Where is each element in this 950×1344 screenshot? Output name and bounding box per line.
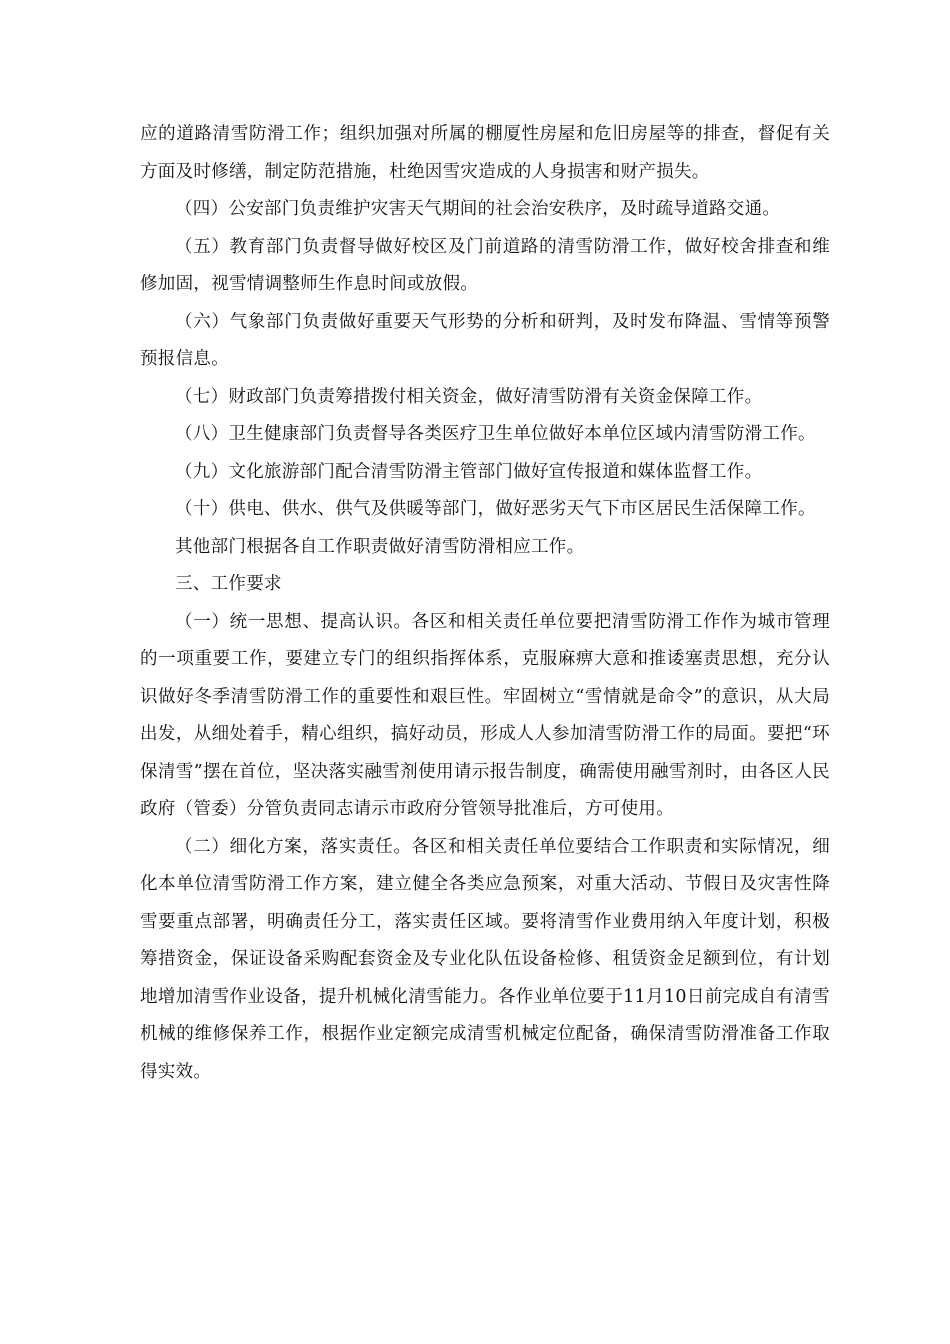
paragraph: 其他部门根据各自工作职责做好清雪防滑相应工作。: [175, 536, 585, 557]
paragraph: （一）统一思想、提高认识。各区和相关责任单位要把清雪防滑工作作为城市管理的一项重要工作，要建立专门的组织指挥体系，克服麻痹大意和推诿塞责思想，充分认识做好冬季清雪防滑工作的重要性和艰巨性。牢固树立“雪情就是命令”的意识，从大局出发，从细处着手，精心组织，搞好动员，形成人人参加清雪防滑工作的局面。要把“环保清雪”摆在首位，坚决落实融雪剂使用请示报告制度，确需使用融雪剂时，由各区人民政府（管委）分管负责同志请示市政府分管领导批准后，方可使用。: [140, 611, 830, 819]
paragraph: （七）财政部门负责筹措拨付相关资金，做好清雪防滑有关资金保障工作。: [175, 386, 763, 407]
paragraph: （四）公安部门负责维护灾害天气期间的社会治安秩序，及时疏导道路交通。: [175, 199, 781, 219]
paragraph: （八）卫生健康部门负责督导各类医疗卫生单位做好本单位区域内清雪防滑工作。: [175, 424, 816, 444]
section-heading: 三、工作要求: [175, 574, 282, 594]
paragraph: （六）气象部门负责做好重要天气形势的分析和研判，及时发布降温、雪情等预警预报信息。: [140, 311, 830, 369]
paragraph: 应的道路清雪防滑工作；组织加强对所属的棚厦性房屋和危旧房屋等的排查，督促有关方面及时修缮，制定防范措施，杜绝因雪灾造成的人身损害和财产损失。: [140, 124, 830, 182]
document-body: [140, 116, 830, 1091]
paragraph: （二）细化方案，落实责任。各区和相关责任单位要结合工作职责和实际情况，细化本单位清雪防滑工作方案，建立健全各类应急预案，对重大活动、节假日及灾害性降雪要重点部署，明确责任分工，落实责任区域。要将清雪作业费用纳入年度计划，积极筹措资金，保证设备采购配套资金及专业化队伍设备检修、租赁资金足额到位，有计划地增加清雪作业设备，提升机械化清雪能力。各作业单位要于11月10日前完成自有清雪机械的维修保养工作，根据作业定额完成清雪机械定位配备，确保清雪防滑准备工作取得实效。: [140, 836, 830, 1082]
paragraph: （五）教育部门负责督导做好校区及门前道路的清雪防滑工作，做好校舍排查和维修加固，视雪情调整师生作息时间或放假。: [140, 236, 830, 294]
paragraph: （十）供电、供水、供气及供暖等部门，做好恶劣天气下市区居民生活保障工作。: [175, 499, 816, 519]
paragraph: （九）文化旅游部门配合清雪防滑主管部门做好宣传报道和媒体监督工作。: [175, 461, 763, 482]
